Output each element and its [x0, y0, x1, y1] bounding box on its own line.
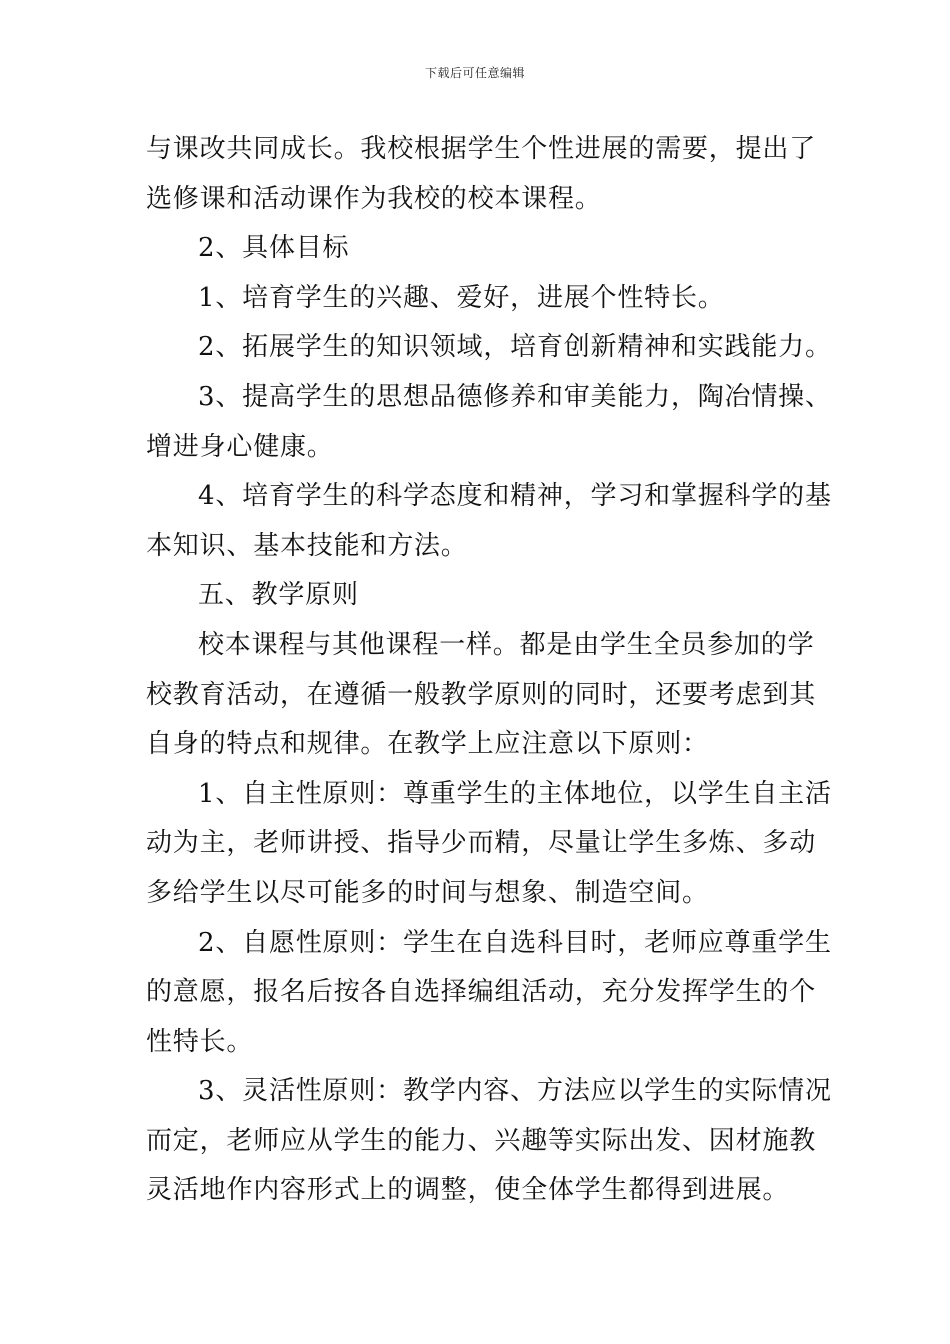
section-heading-specific-goals — [146, 224, 808, 274]
text-line: 校教育活动，在遵循一般教学原则的同时，还要考虑到其 — [146, 679, 817, 710]
goal-item-1 — [146, 274, 808, 324]
text-line: 2、具体目标 — [198, 233, 350, 264]
principle-item-1 — [146, 770, 832, 919]
text-line: 本知识、基本技能和方法。 — [146, 530, 468, 561]
text-line: 而定，老师应从学生的能力、兴趣等实际出发、因材施教 — [146, 1125, 817, 1156]
text-line: 多给学生以尽可能多的时间与想象、制造空间。 — [146, 877, 709, 908]
document-body — [146, 125, 832, 1216]
text-line: 增进身心健康。 — [146, 431, 334, 462]
text-line: 3、提高学生的思想品德修养和审美能力，陶冶情操、 — [198, 381, 832, 412]
text-line: 选修课和活动课作为我校的校本课程。 — [146, 183, 602, 214]
text-line: 性特长。 — [146, 1026, 254, 1057]
goal-item-4 — [146, 472, 832, 571]
text-line: 自身的特点和规律。在教学上应注意以下原则： — [146, 729, 709, 760]
text-line: 1、培育学生的兴趣、爱好，进展个性特长。 — [198, 282, 725, 313]
goal-item-2 — [146, 323, 832, 373]
text-line: 2、拓展学生的知识领域，培育创新精神和实践能力。 — [198, 332, 832, 363]
section-heading-teaching-principles — [146, 571, 808, 621]
text-line: 2、自愿性原则：学生在自选科目时，老师应尊重学生 — [198, 927, 832, 958]
text-line: 3、灵活性原则：教学内容、方法应以学生的实际情况 — [198, 1076, 832, 1107]
principle-item-2 — [146, 919, 832, 1068]
text-line: 的意愿，报名后按各自选择编组活动，充分发挥学生的个 — [146, 977, 817, 1008]
text-line: 校本课程与其他课程一样。都是由学生全员参加的学 — [198, 629, 815, 660]
principle-item-3 — [146, 1067, 832, 1216]
text-line: 与课改共同成长。我校根据学生个性进展的需要，提出了 — [146, 134, 817, 164]
text-line: 灵活地作内容形式上的调整，使全体学生都得到进展。 — [146, 1175, 790, 1206]
paragraph-principles-intro — [146, 621, 817, 770]
paragraph-1 — [146, 125, 817, 224]
text-line: 1、自主性原则：尊重学生的主体地位，以学生自主活 — [198, 778, 832, 809]
goal-item-3 — [146, 373, 832, 472]
text-line: 五、教学原则 — [198, 580, 359, 611]
page-header: 下载后可任意编辑 — [424, 66, 525, 80]
text-line: 4、培育学生的科学态度和精神，学习和掌握科学的基 — [198, 481, 832, 512]
text-line: 动为主，老师讲授、指导少而精，尽量让学生多炼、多动 — [146, 828, 817, 859]
